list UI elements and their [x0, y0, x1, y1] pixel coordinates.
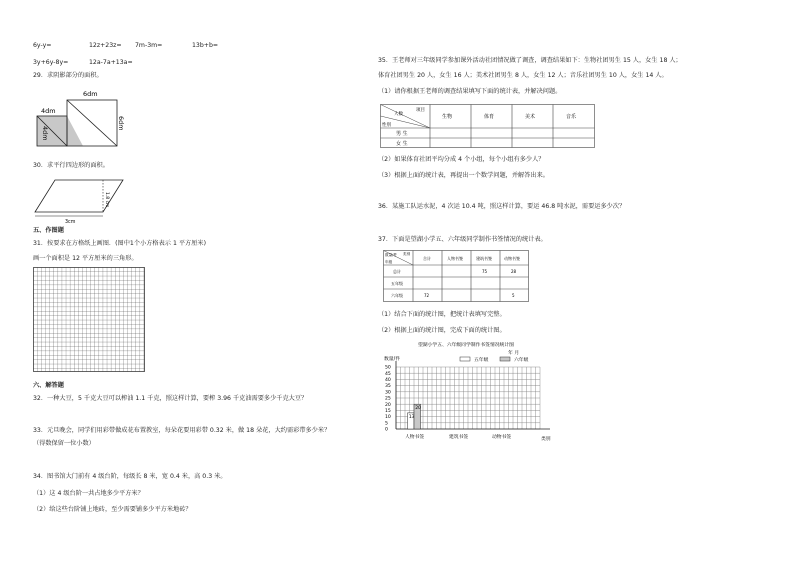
expr-2: 12z+23z= — [89, 42, 122, 49]
header-side: 类别 — [403, 252, 411, 256]
expr-4: 13b+b= — [192, 42, 219, 49]
label-left-top: 4dm — [41, 107, 56, 115]
y-tick-label: 50 — [385, 365, 391, 371]
question-30: 30．求平行四边形的面积。 — [33, 162, 109, 169]
label-top: 6dm — [83, 90, 98, 98]
question-37-part1: （1）结合下面的统计图，把统计表填写完整。 — [378, 311, 506, 318]
y-tick-label: 5 — [385, 421, 388, 427]
x-axis-label: 类别 — [541, 437, 551, 442]
col-sports: 体育 — [484, 114, 495, 120]
col-people: 人物书签 — [447, 256, 463, 261]
y-tick-label: 30 — [385, 390, 391, 396]
row-girls: 女 生 — [396, 141, 408, 147]
header-quantity: 数量/件 — [385, 253, 397, 257]
expr-6: 12a-7a+13a= — [89, 59, 133, 66]
cell-total-animal: 28 — [511, 269, 517, 274]
header-grade: 年级 — [385, 260, 393, 264]
y-tick-label: 20 — [385, 402, 391, 408]
legend-fifth: 五年级 — [474, 358, 489, 363]
x-tick-label: 建筑书签 — [449, 435, 469, 440]
question-34: 34．图书馆大门前有 4 级台阶，每级长 8 米，宽 0.4 米，高 0.3 米。 — [33, 473, 227, 480]
chart-date: 年 月 — [508, 351, 520, 356]
legend-swatch-sixth — [500, 357, 510, 361]
col-music: 音乐 — [566, 114, 577, 120]
section-5-title: 五、作图题 — [33, 227, 64, 234]
question-32: 32．一种大豆，5 千克大豆可以榨油 1.1 千克，照这样计算，要榨 3.96 千克油需要多少千克大豆？ — [33, 395, 308, 402]
question-35-part2: （2）如果体育社团平均分成 4 个小组，每个小组有多少人？ — [378, 156, 545, 163]
expr-5: 3y+6y-8y= — [33, 59, 69, 66]
col-biology: 生物 — [442, 114, 453, 120]
cell-grade6-total: 72 — [424, 293, 430, 298]
row-grade5: 五年级 — [391, 281, 403, 286]
x-tick-label: 动物书签 — [492, 435, 512, 440]
legend-swatch-fifth — [460, 357, 470, 361]
y-tick-label: 0 — [385, 427, 388, 433]
bar-value-label: 20 — [415, 406, 421, 412]
question-29: 29．求阴影部分的面积。 — [33, 72, 103, 79]
cell-total-building: 75 — [482, 269, 488, 274]
question-37-part2: （2）根据上面的统计图，完成下面的统计图。 — [378, 327, 506, 334]
y-tick-label: 15 — [385, 409, 391, 414]
header-count: 人数 — [394, 112, 403, 117]
y-tick-label: 35 — [385, 384, 391, 390]
label-right-side: 6dm — [117, 116, 125, 131]
question-33: 33．元旦晚会，同学们用彩带做成花布置教室，每朵花要用彩带 0.32 米，做 18 朵花，大约需彩带多少米？ — [33, 427, 331, 434]
col-animal: 动物书签 — [504, 256, 520, 261]
y-tick-label: 45 — [385, 371, 391, 377]
row-total: 总计 — [393, 269, 401, 274]
figure-30 — [33, 174, 133, 226]
y-tick-label: 25 — [385, 396, 391, 402]
question-35-line2: 体育社团男生 20 人，女生 16 人；美术社团男生 8 人，女生 12 人；音乐社团男生 10 人，女生 14 人。 — [378, 72, 668, 79]
bar-value-label: 13 — [408, 414, 415, 420]
expr-3: 7m-3m= — [135, 42, 163, 49]
col-art: 美术 — [525, 114, 536, 120]
question-34-part2: （2）给这些台阶铺上地砖，至少需要铺多少平方米地砖？ — [33, 506, 192, 513]
bar-chart — [368, 338, 568, 458]
label-height: 1.8 cm — [104, 192, 109, 208]
header-gender: 性别 — [382, 123, 391, 128]
col-building: 建筑书签 — [476, 256, 492, 261]
y-tick-label: 10 — [385, 415, 391, 421]
col-total: 合计 — [423, 256, 431, 261]
question-35-part1: （1）请你根据王老师的调查结果填写下面的统计表，并解决问题。 — [378, 88, 562, 95]
label-base: 3cm — [65, 220, 76, 225]
expr-1: 6y-y= — [33, 42, 52, 49]
x-tick-label: 人物书签 — [405, 435, 425, 440]
row-boys: 男 生 — [396, 131, 408, 137]
table-35 — [380, 104, 595, 148]
cell-grade6-animal: 5 — [512, 293, 515, 298]
label-left-side: 4dm — [41, 126, 49, 141]
legend-sixth: 六年级 — [514, 358, 529, 363]
chart-title: 望湖小学五、六年级同学制作书签情况统计图 — [418, 343, 514, 348]
grid-paper[interactable] — [33, 267, 146, 373]
table-37 — [383, 250, 529, 302]
question-35-part3: （3）根据上面的统计表，再提出一个数学问题，并解答出来。 — [378, 172, 549, 179]
question-33-note: （得数保留一位小数） — [33, 440, 95, 447]
row-grade6: 六年级 — [391, 293, 403, 298]
question-37: 37．下面是望湖小学五、六年级同学制作书签情况的统计表。 — [378, 236, 547, 243]
header-project: 项目 — [416, 108, 425, 113]
question-31-task: 画一个面积是 12 平方厘米的三角形。 — [33, 255, 138, 262]
question-31: 31．按要求在方格纸上画图．(图中1个小方格表示 1 平方厘米) — [33, 240, 207, 247]
section-6-title: 六、解答题 — [33, 382, 64, 389]
figure-29 — [33, 86, 133, 156]
question-36: 36．某施工队运水泥，4 次运 10.4 吨，照这样计算，要运 46.8 吨水泥，需要运多少次？ — [378, 203, 626, 210]
question-34-part1: （1）这 4 级台阶一共占地多少平方米？ — [33, 490, 144, 497]
y-axis-label: 数量/件 — [384, 357, 401, 362]
y-tick-label: 40 — [385, 378, 391, 383]
question-35: 35．王老师对三年级同学参加课外活动社团情况做了调查，调查结果如下：生物社团男生 15 人，女生 18 人； — [378, 57, 682, 64]
